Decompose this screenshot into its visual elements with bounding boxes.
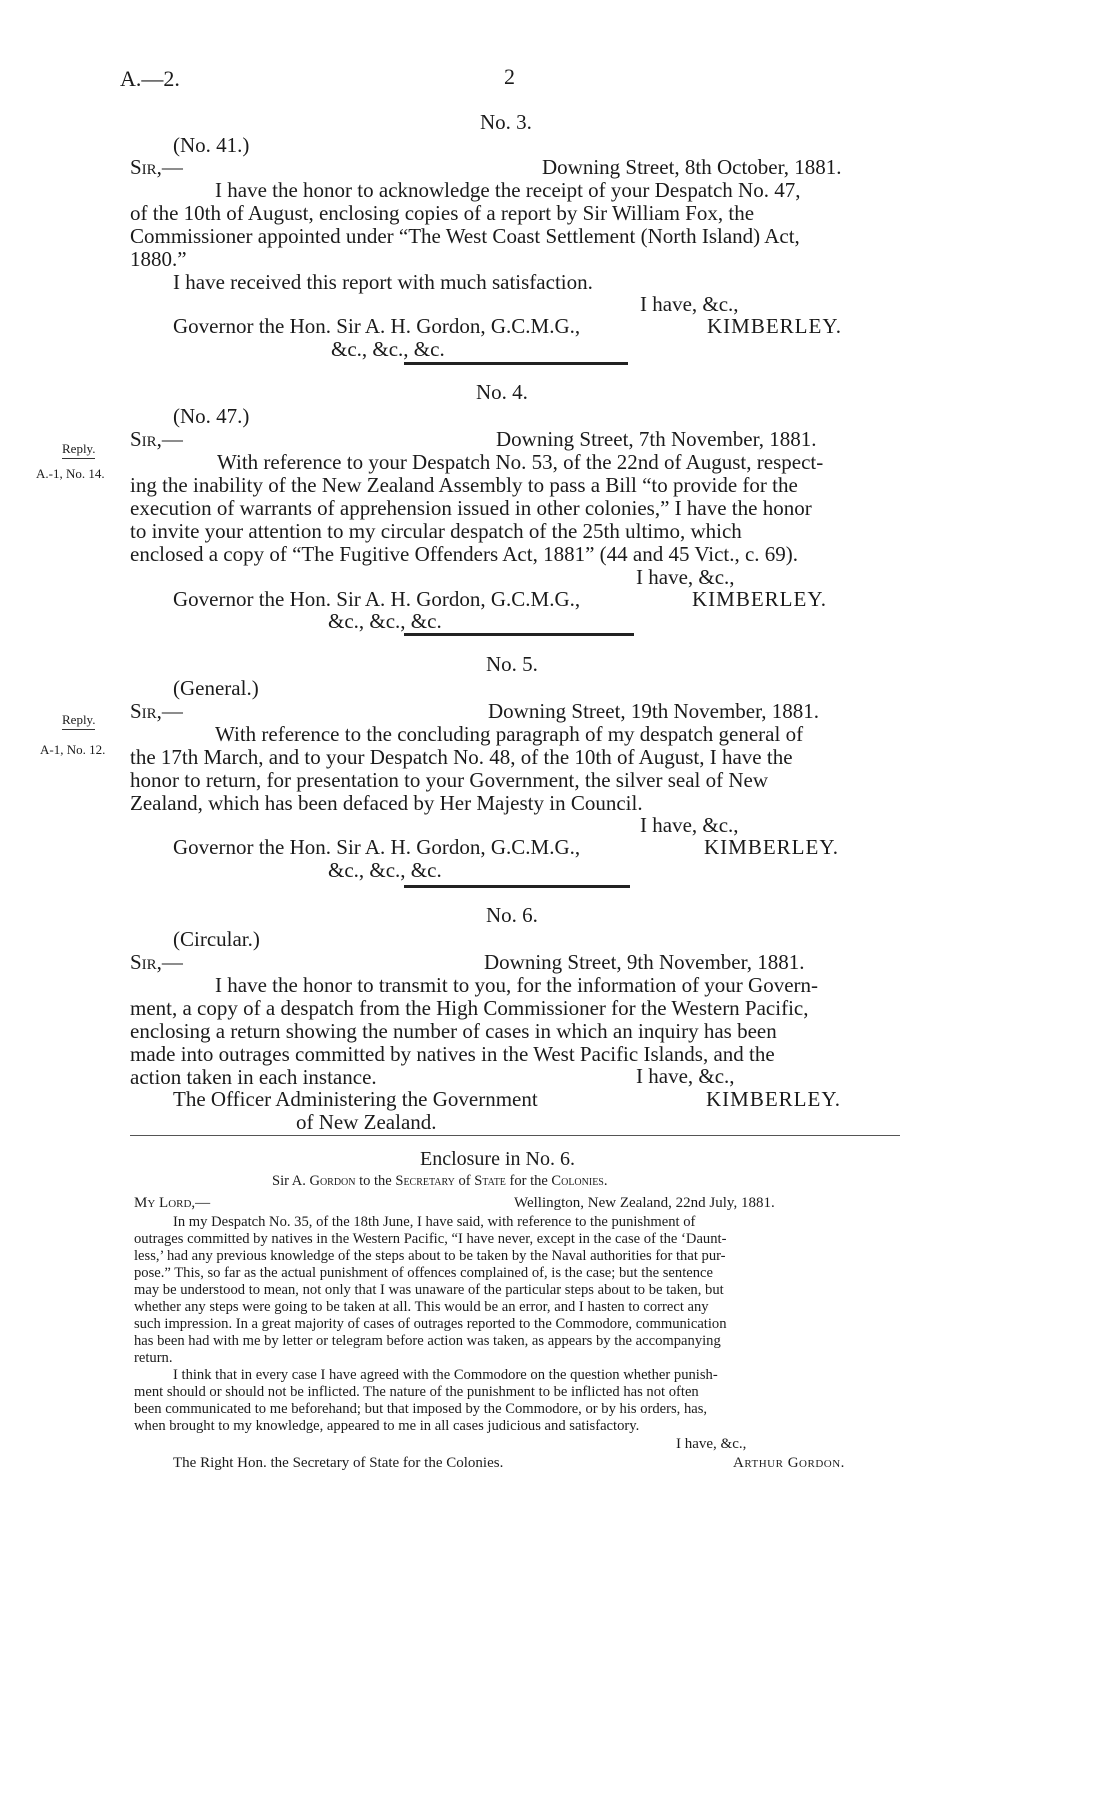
enclosure-line: return. [134, 1350, 173, 1366]
subtitle-part: State [474, 1173, 506, 1189]
closing: I have, &c., [640, 292, 739, 316]
enclosure-line: such impression. In a great majority of cases of outrages reported to the Commodore, communication [134, 1316, 727, 1332]
subtitle-part: to the [355, 1173, 396, 1189]
place-date: Downing Street, 7th November, 1881. [496, 427, 817, 451]
enclosure-line: may be understood to mean, not only that I was unaware of the particular steps about to be taken, but [134, 1282, 724, 1298]
salutation: Sir,— [130, 699, 183, 723]
addressee-cont: of New Zealand. [296, 1110, 437, 1134]
enclosure-line: has been had with me by letter or telegram before action was taken, as appears by the accompanying [134, 1333, 721, 1349]
body-line: I have the honor to acknowledge the receipt of your Despatch No. 47, [215, 178, 801, 202]
subtitle-part: Secretary [395, 1173, 455, 1189]
subtitle-part: of [454, 1173, 475, 1189]
body-line: execution of warrants of apprehension issued in other colonies,” I have the honor [130, 496, 812, 520]
addressee-cont: &c., &c., &c. [331, 337, 445, 361]
margin-reference: A.-1, No. 14. [36, 466, 105, 481]
subtitle-part: Sir A. [272, 1173, 310, 1189]
addressee: Governor the Hon. Sir A. H. Gordon, G.C.M.G., [173, 314, 581, 338]
enclosure-addressee: The Right Hon. the Secretary of State for the Colonies. [173, 1455, 504, 1471]
enclosure-subtitle [272, 1173, 608, 1190]
despatch-number: No. 5. [486, 652, 538, 676]
despatch-number: No. 4. [476, 380, 528, 404]
salutation: Sir,— [130, 155, 183, 179]
despatch-number: No. 6. [486, 903, 538, 927]
subtitle-part: Gordon [309, 1173, 356, 1189]
enclosure-line: when brought to my knowledge, appeared to me in all cases judicious and satisfactory. [134, 1418, 640, 1434]
subtitle-part: Colonies [551, 1173, 604, 1189]
enclosure-line: ment should or should not be inflicted. The nature of the punishment to be inflicted has not often [134, 1384, 699, 1400]
section-divider [404, 362, 628, 365]
page-number: 2 [504, 64, 515, 89]
closing: I have, &c., [640, 813, 739, 837]
enclosure-line: been communicated to me beforehand; but that imposed by the Commodore, or by his orders, has, [134, 1401, 708, 1417]
body-line: Commissioner appointed under “The West Coast Settlement (North Island) Act, [130, 224, 800, 248]
subtitle-part: for the [505, 1173, 552, 1189]
signature: KIMBERLEY. [692, 587, 828, 611]
enclosure-salutation: My Lord,— [134, 1195, 211, 1211]
body-line: made into outrages committed by natives in the West Pacific Islands, and the [130, 1042, 775, 1066]
body-line: the 17th March, and to your Despatch No. 48, of the 10th of August, I have the [130, 745, 793, 769]
despatch-ref: (No. 41.) [173, 133, 250, 157]
despatch-number: No. 3. [480, 110, 532, 134]
enclosure-line: less,’ had any previous knowledge of the steps about to be taken by the Naval authorities for that pur- [134, 1248, 726, 1264]
enclosure-title: Enclosure in No. 6. [420, 1148, 575, 1170]
addressee: Governor the Hon. Sir A. H. Gordon, G.C.M.G., [173, 835, 581, 859]
margin-reply: Reply. [62, 441, 95, 459]
subtitle-part: . [603, 1173, 608, 1189]
body-line: With reference to the concluding paragraph of my despatch general of [215, 722, 804, 746]
body-line: I have the honor to transmit to you, for the information of your Govern- [215, 973, 819, 997]
enclosure-line: pose.” This, so far as the actual punishment of offences complained of, is the case; but the sentence [134, 1265, 713, 1281]
body-line: I have received this report with much satisfaction. [173, 270, 593, 294]
addressee: Governor the Hon. Sir A. H. Gordon, G.C.M.G., [173, 587, 581, 611]
enclosure-place-date: Wellington, New Zealand, 22nd July, 1881. [514, 1195, 775, 1211]
signature: KIMBERLEY. [704, 835, 840, 859]
body-line: of the 10th of August, enclosing copies of a report by Sir William Fox, the [130, 201, 755, 225]
enclosure-line: In my Despatch No. 35, of the 18th June, I have said, with reference to the punishment of [173, 1214, 696, 1230]
body-line: to invite your attention to my circular despatch of the 25th ultimo, which [130, 519, 742, 543]
enclosure-signature: Arthur Gordon. [733, 1455, 845, 1471]
body-line: honor to return, for presentation to your Government, the silver seal of New [130, 768, 768, 792]
salutation: Sir,— [130, 950, 183, 974]
section-divider [404, 633, 634, 636]
place-date: Downing Street, 8th October, 1881. [542, 155, 842, 179]
page-ref: A.—2. [120, 66, 180, 91]
signature: KIMBERLEY. [707, 314, 843, 338]
enclosure-line: I think that in every case I have agreed with the Commodore on the question whether punish- [173, 1367, 718, 1383]
addressee-cont: &c., &c., &c. [328, 858, 442, 882]
despatch-ref: (No. 47.) [173, 404, 250, 428]
salutation: Sir,— [130, 427, 183, 451]
place-date: Downing Street, 19th November, 1881. [488, 699, 820, 723]
despatch-ref: (General.) [173, 676, 259, 700]
body-line: With reference to your Despatch No. 53, of the 22nd of August, respect- [217, 450, 824, 474]
body-line: action taken in each instance. [130, 1065, 377, 1089]
enclosure-line: outrages committed by natives in the Western Pacific, “I have never, except in the case of the ‘Daunt- [134, 1231, 727, 1247]
margin-reply: Reply. [62, 712, 95, 730]
body-line: ing the inability of the New Zealand Assembly to pass a Bill “to provide for the [130, 473, 798, 497]
body-line: 1880.” [130, 247, 187, 271]
enclosure-divider [130, 1135, 900, 1136]
body-line: enclosing a return showing the number of cases in which an inquiry has been [130, 1019, 777, 1043]
body-line: enclosed a copy of “The Fugitive Offenders Act, 1881” (44 and 45 Vict., c. 69). [130, 542, 799, 566]
despatch-ref: (Circular.) [173, 927, 260, 951]
addressee: The Officer Administering the Government [173, 1087, 538, 1111]
place-date: Downing Street, 9th November, 1881. [484, 950, 805, 974]
closing: I have, &c., [636, 565, 735, 589]
body-line: Zealand, which has been defaced by Her Majesty in Council. [130, 791, 643, 815]
body-line: ment, a copy of a despatch from the High Commissioner for the Western Pacific, [130, 996, 809, 1020]
section-divider [404, 885, 630, 888]
signature: KIMBERLEY. [706, 1087, 842, 1111]
addressee-cont: &c., &c., &c. [328, 609, 442, 633]
closing: I have, &c., [636, 1064, 735, 1088]
enclosure-line: whether any steps were going to be taken at all. This would be an error, and I hasten to correct any [134, 1299, 709, 1315]
margin-reference: A-1, No. 12. [40, 742, 106, 757]
enclosure-closing: I have, &c., [676, 1436, 747, 1452]
